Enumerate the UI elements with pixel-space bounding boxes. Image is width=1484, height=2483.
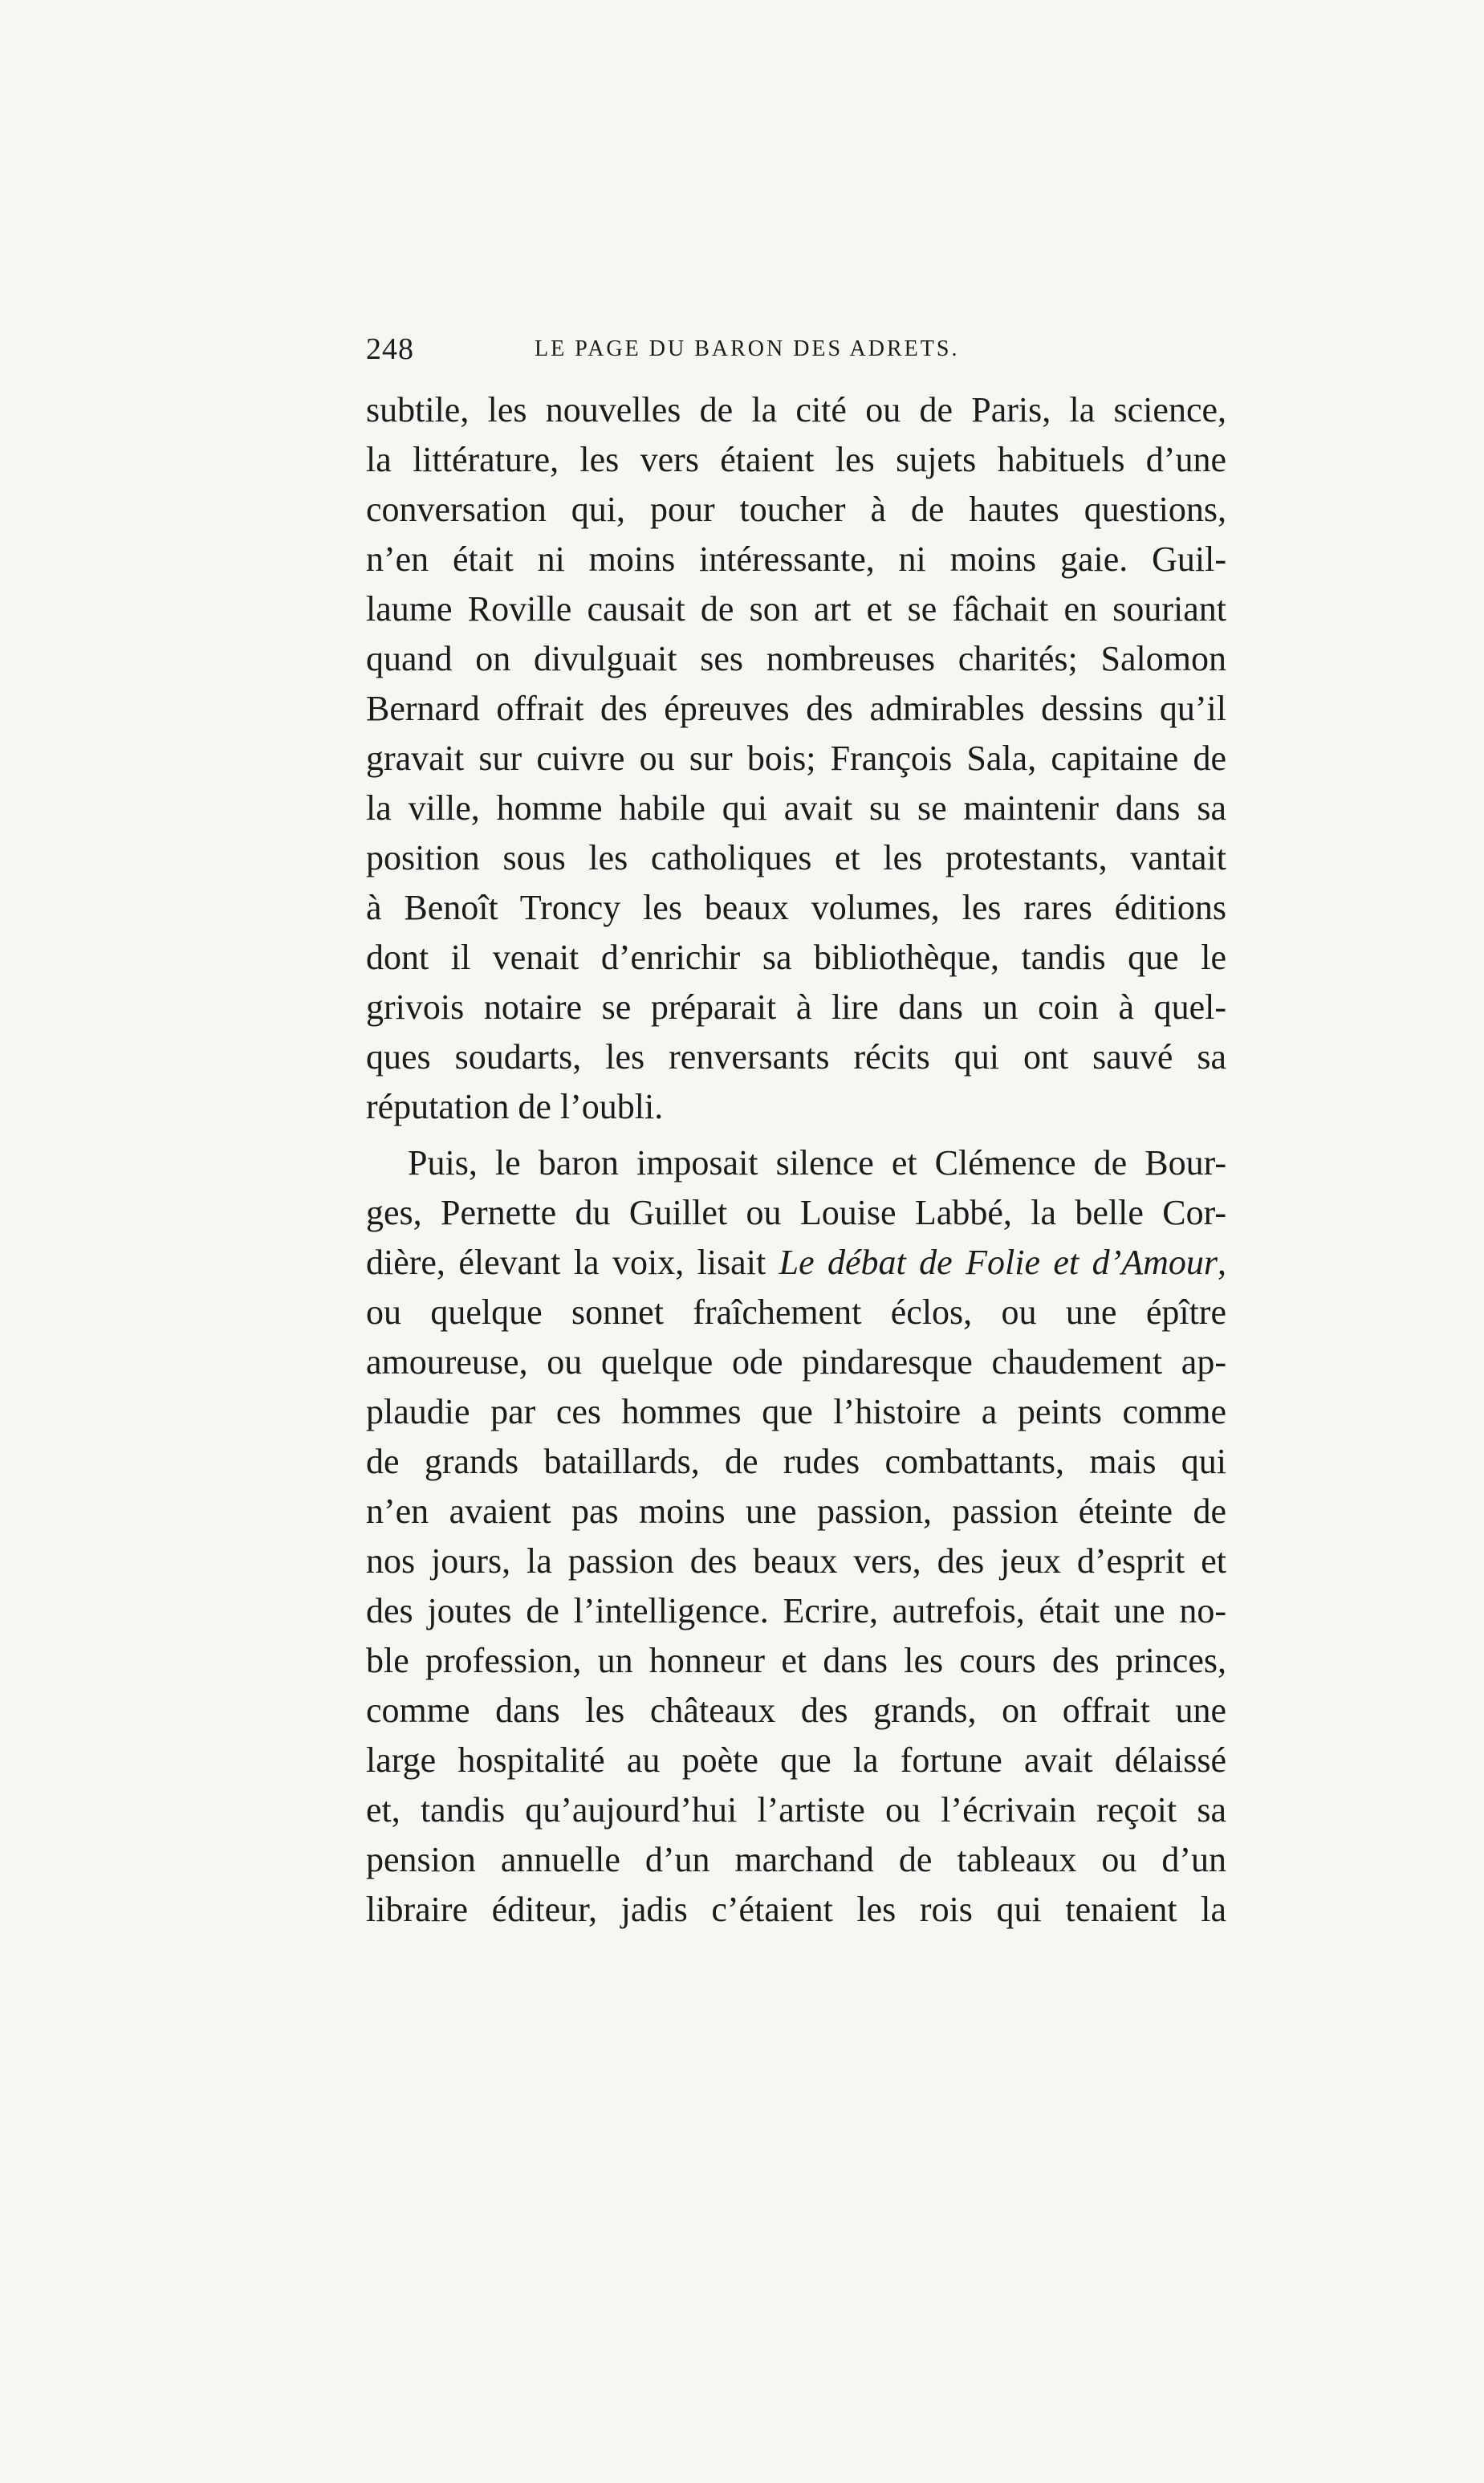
page-number: 248 (366, 332, 414, 366)
text-line: grivois notaire se préparait à lire dans un coin à quel- (366, 987, 1226, 1027)
text-line: dont il venait d’enrichir sa bibliothèque, tandis que le (366, 938, 1226, 977)
text-line: ges, Pernette du Guillet ou Louise Labbé, la belle Cor- (366, 1193, 1226, 1232)
text-line: Bernard offrait des épreuves des admirables dessins qu’il (366, 689, 1226, 728)
text-line: subtile, les nouvelles de la cité ou de Paris, la science, (366, 390, 1226, 429)
text-line: n’en avaient pas moins une passion, passion éteinte de (366, 1492, 1226, 1531)
running-title: LE PAGE DU BARON DES ADRETS. (535, 336, 960, 361)
text-line: amoureuse, ou quelque ode pindaresque chaudement ap- (366, 1342, 1226, 1382)
text-line: libraire éditeur, jadis c’étaient les rois qui tenaient la (366, 1890, 1226, 1929)
text-line: position sous les catholiques et les protestants, vantait (366, 838, 1226, 877)
text-line: pension annuelle d’un marchand de tableaux ou d’un (366, 1840, 1226, 1879)
italic-title: Le débat de Folie et d’Amour (779, 1243, 1218, 1282)
text-line: Puis, le baron imposait silence et Clémence de Bour- (408, 1143, 1226, 1182)
text-line: la littérature, les vers étaient les sujets habituels d’une (366, 440, 1226, 479)
text-line: nos jours, la passion des beaux vers, des jeux d’esprit et (366, 1541, 1226, 1581)
text-line: comme dans les châteaux des grands, on offrait une (366, 1691, 1226, 1730)
text-line: de grands bataillards, de rudes combattants, mais qui (366, 1442, 1226, 1481)
text-line: et, tandis qu’aujourd’hui l’artiste ou l’écrivain reçoit sa (366, 1790, 1226, 1830)
text-line: gravait sur cuivre ou sur bois; François Sala, capitaine de (366, 739, 1226, 778)
text-line-with-title (366, 1238, 1226, 1288)
text-line: la ville, homme habile qui avait su se maintenir dans sa (366, 788, 1226, 828)
text-line: à Benoît Troncy les beaux volumes, les rares éditions (366, 888, 1226, 927)
text-line: large hospitalité au poète que la fortune avait délaissé (366, 1740, 1226, 1780)
text-line: ble profession, un honneur et dans les cours des princes, (366, 1641, 1226, 1680)
page-header (366, 325, 1226, 373)
text-line: ques soudarts, les renversants récits qui ont sauvé sa (366, 1037, 1226, 1077)
text-line: laume Roville causait de son art et se fâchait en souriant (366, 589, 1226, 629)
text-line: ou quelque sonnet fraîchement éclos, ou une épître (366, 1292, 1226, 1332)
text-fragment: dière, élevant la voix, lisait (366, 1243, 766, 1282)
text-line: des joutes de l’intelligence. Ecrire, autrefois, était une no- (366, 1591, 1226, 1630)
text-line: plaudie par ces hommes que l’histoire a peints comme (366, 1392, 1226, 1431)
text-line: n’en était ni moins intéressante, ni moins gaie. Guil- (366, 539, 1226, 579)
body-text (366, 385, 1226, 1935)
text-fragment: , (1218, 1243, 1226, 1282)
text-line: réputation de l’oubli. (366, 1087, 664, 1126)
text-line: conversation qui, pour toucher à de hautes questions, (366, 490, 1226, 529)
text-line: quand on divulguait ses nombreuses charités; Salomon (366, 639, 1226, 678)
